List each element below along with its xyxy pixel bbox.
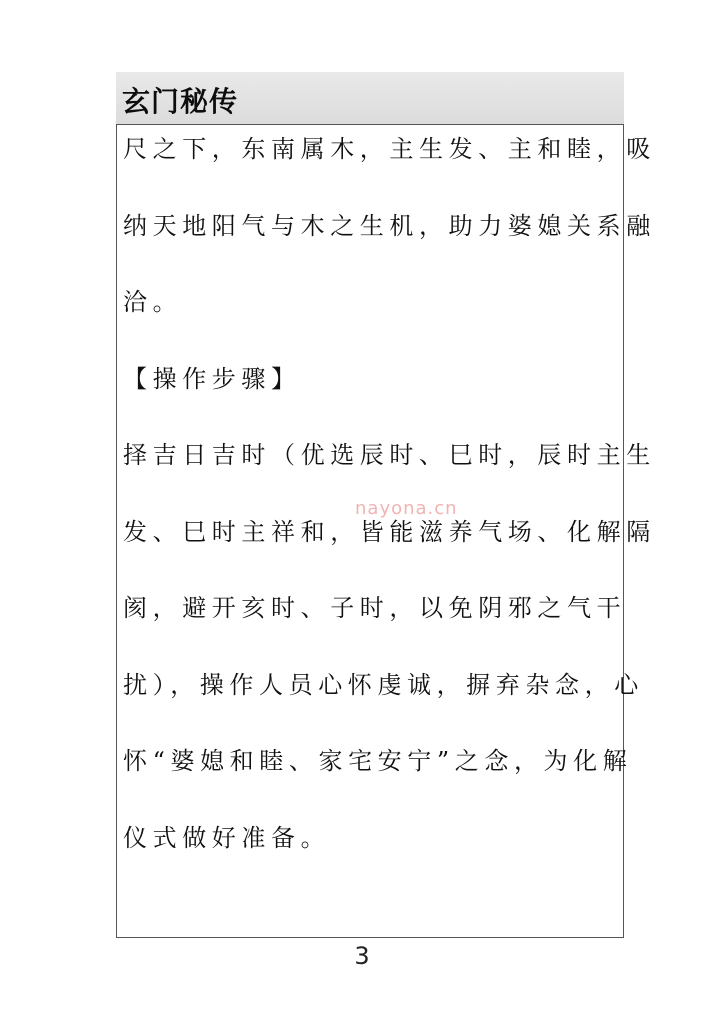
text-line: 尺之下，东南属木，主生发、主和睦，吸 [123,135,656,163]
watermark: nayona.cn [355,498,458,519]
text-line: 纳天地阳气与木之生机，助力婆媳关系融 [123,211,656,240]
content-frame [116,124,656,938]
book-title: 玄门秘传 [122,85,239,118]
text-line: 洽。 [123,288,183,316]
text-line: 怀“婆媳和睦、家宅安宁”之念，为化解 [123,747,633,775]
text-line: 择吉日吉时（优选辰时、巳时，辰时主生 [123,441,656,469]
text-line: 阂，避开亥时、子时，以免阴邪之气干 [123,594,627,622]
section-heading: 【操作步骤】 [123,364,301,393]
text-line: 扰），操作人员心怀虔诚，摒弃杂念，心 [123,670,644,699]
header-bar [116,72,624,124]
text-line: 仪式做好准备。 [123,823,331,852]
text-line: 发、巳时主祥和，皆能滋养气场、化解隔 [123,517,656,546]
page-number: 3 [354,942,370,970]
